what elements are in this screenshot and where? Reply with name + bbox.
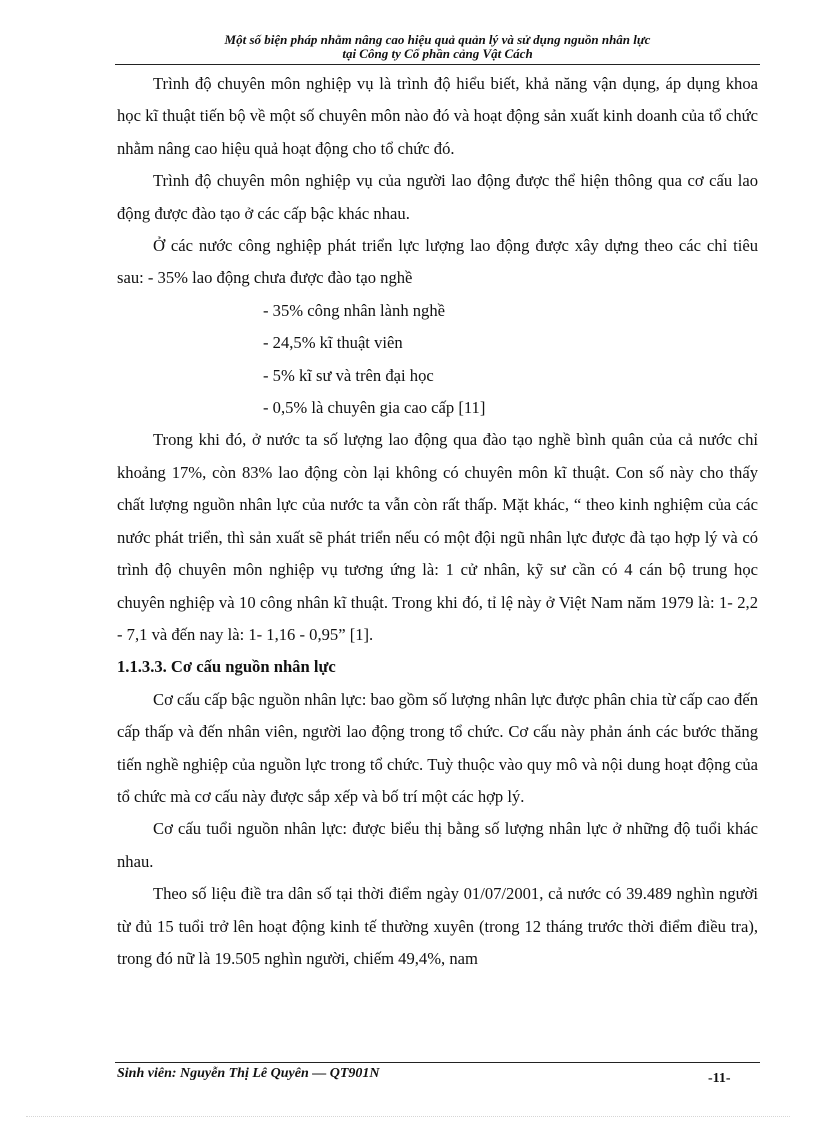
labor-structure-list — [117, 295, 758, 425]
header-title-line-2: tại Công ty Cổ phần cảng Vật Cách — [342, 46, 533, 61]
paragraph-age-structure: Cơ cấu tuổi nguồn nhân lực: được biểu thị bằng số lượng nhân lực ở những độ tuổi khác nhau. — [117, 819, 758, 871]
list-item: - 35% công nhân lành nghề — [263, 300, 446, 320]
document-body — [117, 68, 758, 975]
header-divider — [115, 64, 760, 65]
list-item: - 0,5% là chuyên gia cao cấp [11] — [263, 398, 486, 418]
footer-student: Sinh viên: Nguyễn Thị Lê Quyên — QT901N — [117, 1066, 380, 1081]
paragraph-rank-structure: Cơ cấu cấp bậc nguồn nhân lực: bao gồm số lượng nhân lực được phân chia từ cấp cao đến cấp thấp và đến nhân viên, người lao động trong tổ chức. Cơ cấu này phản ánh các bước thăng tiến nghề nghiệp của nguồn lực trong tổ chức. Tuỳ thuộc vào quy mô và nội dung hoạt động của tổ chức mà cơ cấu này được sắp xếp và bố trí một các hợp lý. — [117, 689, 758, 806]
paragraph-professional-level: Trình độ chuyên môn nghiệp vụ là trình độ hiểu biết, khả năng vận dụng, áp dụng khoa học kĩ thuật tiến bộ về một số chuyên môn nào đó và hoạt động sản xuất kinh doanh của tổ chức nhằm nâng cao hiệu quả hoạt động cho tổ chức đó. — [117, 74, 758, 158]
paragraph-qualification-structure: Trình độ chuyên môn nghiệp vụ của người lao động được thể hiện thông qua cơ cấu lao động được đào tạo ở các cấp bậc khác nhau. — [117, 171, 758, 223]
header-title-line-1: Một số biện pháp nhằm nâng cao hiệu quả quản lý và sử dụng nguồn nhân lực — [224, 32, 651, 47]
page-header — [115, 33, 760, 61]
page-number: -11- — [708, 1071, 731, 1086]
paragraph-census-data: Theo số liệu điề tra dân số tại thời điểm ngày 01/07/2001, cả nước có 39.489 nghìn người từ đủ 15 tuổi trở lên hoạt động kinh tế thường xuyên (trong 12 tháng trước thời điểm điều tra), trong đó nữ là 19.505 nghìn người, chiếm 49,4%, nam — [117, 884, 758, 968]
section-heading: 1.1.3.3. Cơ cấu nguồn nhân lực — [117, 657, 336, 677]
list-item: - 24,5% kĩ thuật viên — [263, 333, 403, 353]
page-edge-dotted-line — [26, 1116, 790, 1117]
list-item: - 5% kĩ sư và trên đại học — [263, 365, 434, 385]
footer-divider — [115, 1062, 760, 1063]
paragraph-developed-countries: Ở các nước công nghiệp phát triển lực lượng lao động được xây dựng theo các chỉ tiêu sau: - 35% lao động chưa được đào tạo nghề — [117, 236, 758, 288]
paragraph-vietnam-training: Trong khi đó, ở nước ta số lượng lao động qua đào tạo nghề bình quân của cả nước chỉ khoảng 17%, còn 83% lao động còn lại không có chuyên môn kĩ thuật. Con số này cho thấy chất lượng nguồn nhân lực của nước ta vẫn còn rất thấp. Mặt khác, “ theo kinh nghiệm của các nước phát triển, thì sản xuất sẽ phát triển nếu có một đội ngũ nhân lực được đà tạo hợp lý và có trình độ chuyên môn nghiệp vụ tương ứng là: 1 cử nhân, kỹ sư cần có 4 cán bộ trung học chuyên nghiệp và 10 công nhân kĩ thuật. Trong khi đó, tỉ lệ này ở Việt Nam năm 1979 là: 1- 2,2 - 7,1 và đến nay là: 1- 1,16 - 0,95” [1]. — [117, 430, 758, 644]
